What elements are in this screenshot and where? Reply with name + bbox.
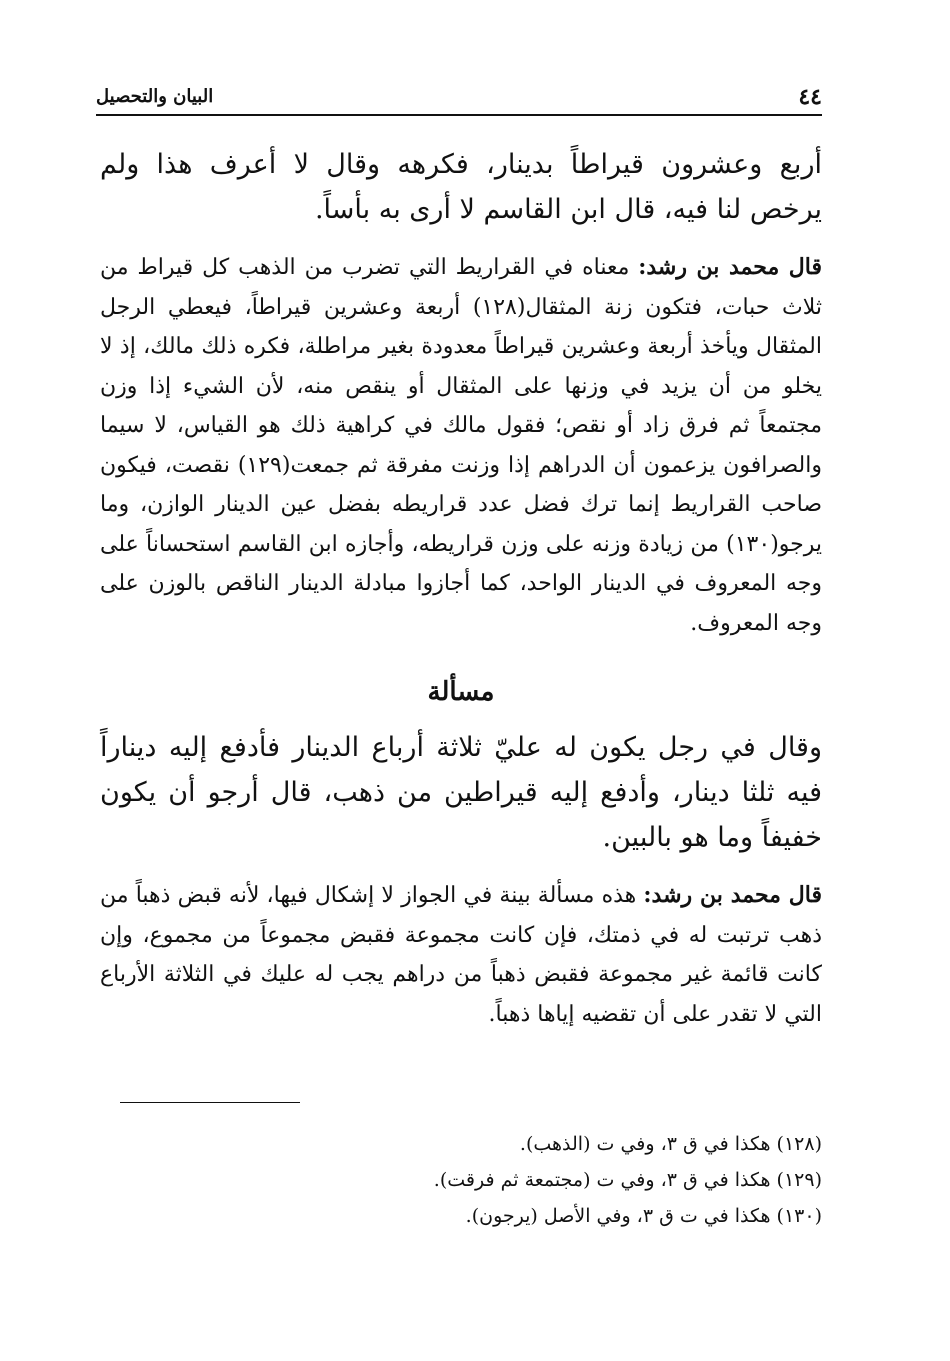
page-header xyxy=(96,84,822,116)
commentary-speaker: قال محمد بن رشد: xyxy=(643,882,822,908)
paragraph-question-2: وقال في رجل يكون له عليّ ثلاثة أرباع الدينار فأدفع إليه ديناراً فيه ثلثا دينار، وأدفع إليه قيراطين من ذهب، قال أرجو أن يكون خفيفاً وما هو بالبين. xyxy=(100,732,822,853)
footnote-divider xyxy=(120,1102,300,1103)
paragraph-commentary-1 xyxy=(100,248,822,643)
footnote-item: (١٢٨) هكذا في ق ٣، وفي ت (الذهب). xyxy=(519,1133,822,1155)
paragraph-question-1: أربع وعشرون قيراطاً بدينار، فكرهه وقال لا أعرف هذا ولم يرخص لنا فيه، قال ابن القاسم لا أرى به بأساً. xyxy=(100,149,822,225)
footnote-list xyxy=(100,1126,822,1234)
commentary-text: معناه في القراريط التي تضرب من الذهب كل قيراط من ثلاث حبات، فتكون زنة المثقال(١٢٨) أربعة وعشرين قيراطاً، فيعطي الرجل المثقال ويأخذ أربعة وعشرين قيراطاً معدودة بغير مراطلة، فكره ذلك مالك، إذ لا يخلو من أن يزيد في وزنها على المثقال أو ينقص منه، لأن الشيء إذا وزن مجتمعاً ثم فرق زاد أو نقص؛ فقول مالك في كراهية ذلك هو القياس، لا سيما والصرافون يزعمون أن الدراهم إذا وزنت مفرقة ثم جمعت(١٢٩) نقصت، فيكون صاحب القراريط إنما ترك فضل عدد قراريطه بفضل عين الدينار الوازن، وما يرجو(١٣٠) من زيادة وزنه على وزن قراريطه، وأجازه ابن القاسم استحساناً على وجه المعروف في الدينار الواحد، كما أجازوا مبادلة الدينار الناقص بالوزن على وجه المعروف. xyxy=(100,255,822,636)
footnotes xyxy=(100,1102,822,1252)
commentary-speaker: قال محمد بن رشد: xyxy=(638,254,823,280)
footnote-item: (١٣٠) هكذا في ت ق ٣، وفي الأصل (يرجون). xyxy=(465,1205,822,1227)
section-title: مسألة xyxy=(427,677,495,707)
running-title: البيان والتحصيل xyxy=(96,86,214,107)
commentary-text: هذه مسألة بينة في الجواز لا إشكال فيها، لأنه قبض ذهباً من ذهب ترتبت له في ذمتك، فإن كانت مجموعة فقبض مجموعاً من مجموع، وإن كانت قائمة غير مجموعة فقبض ذهباً من دراهم يجب له عليك في الثلاثة الأرباع التي لا تقدر على أن تقضيه إياها ذهباً. xyxy=(100,883,822,1027)
page-number: ٤٤ xyxy=(798,84,822,110)
main-text xyxy=(100,142,822,1050)
paragraph-commentary-2 xyxy=(100,876,822,1034)
footnote-item: (١٢٩) هكذا في ق ٣، وفي ت (مجتمعة ثم فرقت). xyxy=(433,1169,822,1191)
